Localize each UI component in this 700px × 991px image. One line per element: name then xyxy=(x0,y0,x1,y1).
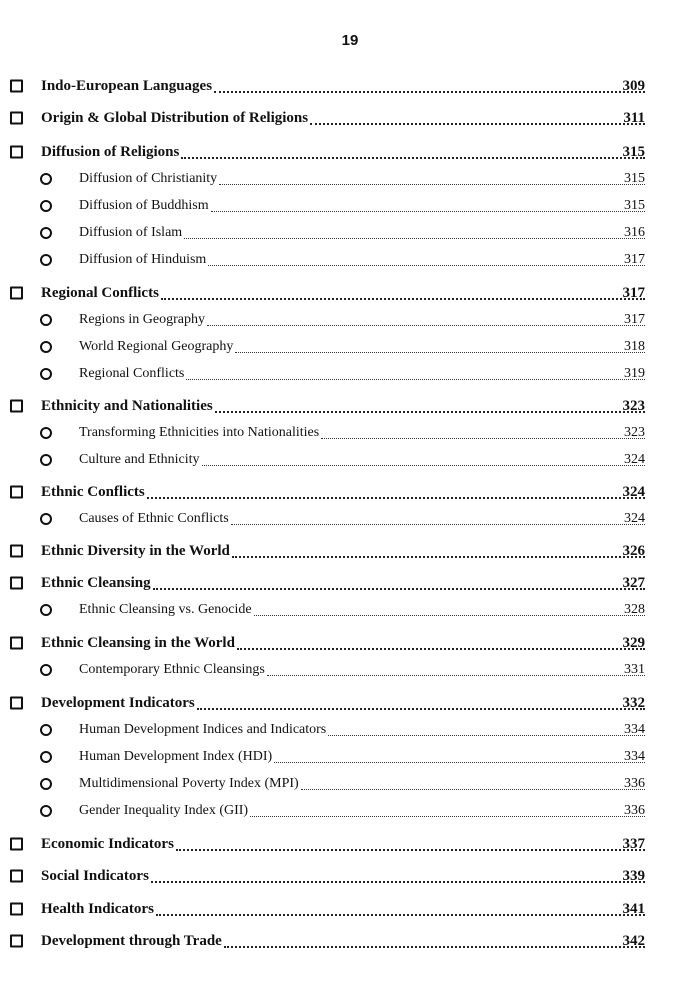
toc-entry-title: Transforming Ethnicities into Nationalities xyxy=(79,425,320,440)
toc-entry-page: 315 xyxy=(624,171,645,186)
toc-entry-title: Regional Conflicts xyxy=(79,366,185,381)
circle-bullet-icon xyxy=(40,227,52,239)
circle-bullet-icon xyxy=(40,604,52,616)
toc-section-entry xyxy=(0,570,700,596)
toc-entry-title: Origin & Global Distribution of Religions xyxy=(41,109,309,126)
toc-leader xyxy=(41,393,647,419)
toc-subsection-entry xyxy=(0,247,700,273)
toc-entry-title: Multidimensional Poverty Index (MPI) xyxy=(79,776,299,791)
square-bullet-icon xyxy=(10,545,23,558)
dot-leader xyxy=(156,913,645,916)
toc-entry-title: Human Development Index (HDI) xyxy=(79,749,273,764)
dot-leader xyxy=(321,437,645,439)
dot-leader xyxy=(151,880,645,883)
toc-entry-title: Development through Trade xyxy=(41,932,222,949)
dot-leader xyxy=(219,183,645,185)
toc-section-entry xyxy=(0,896,700,922)
toc-section-entry xyxy=(0,479,700,505)
toc-entry-title: Causes of Ethnic Conflicts xyxy=(79,511,229,526)
toc-entry-page: 317 xyxy=(624,312,645,327)
toc-leader xyxy=(41,538,647,564)
toc-section-entry xyxy=(0,863,700,889)
square-bullet-icon xyxy=(10,870,23,883)
toc-section-entry xyxy=(0,393,700,419)
toc-entry-page: 328 xyxy=(624,602,645,617)
toc-leader xyxy=(41,105,647,131)
circle-bullet-icon xyxy=(40,805,52,817)
toc-entry-page: 315 xyxy=(624,198,645,213)
toc-entry-page: 327 xyxy=(622,575,645,591)
toc-subsection-entry xyxy=(0,334,700,360)
toc-entry-page: 317 xyxy=(622,285,645,301)
circle-bullet-icon xyxy=(40,254,52,266)
square-bullet-icon xyxy=(10,697,23,710)
square-bullet-icon xyxy=(10,287,23,300)
toc-entry-page: 309 xyxy=(622,78,645,94)
dot-leader xyxy=(267,674,645,676)
toc-entry-page: 334 xyxy=(624,749,645,764)
toc-section-entry xyxy=(0,690,700,716)
toc-entry-page: 324 xyxy=(622,484,645,500)
toc-entry-page: 323 xyxy=(624,425,645,440)
square-bullet-icon xyxy=(10,903,23,916)
dot-leader xyxy=(231,523,645,525)
toc-leader xyxy=(41,690,647,716)
dot-leader xyxy=(208,264,645,266)
toc-subsection-entry xyxy=(0,166,700,192)
toc-leader xyxy=(41,280,647,306)
toc-subsection-entry xyxy=(0,506,700,532)
dot-leader xyxy=(224,945,645,948)
dot-leader xyxy=(301,788,645,790)
toc-leader xyxy=(79,506,647,532)
dot-leader xyxy=(274,761,645,763)
toc-entry-title: Gender Inequality Index (GII) xyxy=(79,803,249,818)
toc-entry-page: 324 xyxy=(624,452,645,467)
toc-entry-page: 311 xyxy=(623,110,645,126)
toc-entry-title: World Regional Geography xyxy=(79,339,234,354)
square-bullet-icon xyxy=(10,935,23,948)
toc-entry-title: Diffusion of Hinduism xyxy=(79,252,207,267)
toc-entry-page: 326 xyxy=(622,543,645,559)
toc-leader xyxy=(79,220,647,246)
toc-subsection-entry xyxy=(0,447,700,473)
toc-entry-title: Ethnic Diversity in the World xyxy=(41,542,230,559)
dot-leader xyxy=(310,122,645,125)
toc-subsection-entry xyxy=(0,657,700,683)
toc-entry-page: 332 xyxy=(622,695,645,711)
toc-subsection-entry xyxy=(0,361,700,387)
toc-section-entry xyxy=(0,280,700,306)
dot-leader xyxy=(211,210,645,212)
toc-section-entry xyxy=(0,831,700,857)
toc-leader xyxy=(79,771,647,797)
toc-entry-page: 323 xyxy=(622,398,645,414)
toc-entry-page: 318 xyxy=(624,339,645,354)
dot-leader xyxy=(202,464,645,466)
toc-entry-page: 336 xyxy=(624,803,645,818)
toc-leader xyxy=(79,447,647,473)
toc-leader xyxy=(79,334,647,360)
toc-subsection-entry xyxy=(0,798,700,824)
square-bullet-icon xyxy=(10,112,23,125)
toc-subsection-entry xyxy=(0,307,700,333)
toc-entry-page: 315 xyxy=(622,144,645,160)
toc-entry-title: Social Indicators xyxy=(41,867,149,884)
toc-entry-title: Ethnic Conflicts xyxy=(41,483,145,500)
toc-entry-title: Contemporary Ethnic Cleansings xyxy=(79,662,265,677)
toc-entry-page: 316 xyxy=(624,225,645,240)
toc-entry-page: 319 xyxy=(624,366,645,381)
toc-entry-title: Regional Conflicts xyxy=(41,284,159,301)
toc-subsection-entry xyxy=(0,771,700,797)
toc-leader xyxy=(79,597,647,623)
circle-bullet-icon xyxy=(40,724,52,736)
square-bullet-icon xyxy=(10,486,23,499)
toc-subsection-entry xyxy=(0,420,700,446)
circle-bullet-icon xyxy=(40,200,52,212)
toc-entry-title: Regions in Geography xyxy=(79,312,205,327)
toc-entry-page: 329 xyxy=(622,635,645,651)
dot-leader xyxy=(197,707,645,710)
toc-entry-page: 342 xyxy=(622,933,645,949)
dot-leader xyxy=(147,496,645,499)
toc-subsection-entry xyxy=(0,744,700,770)
toc-leader xyxy=(79,717,647,743)
toc-section-entry xyxy=(0,538,700,564)
toc-entry-title: Diffusion of Christianity xyxy=(79,171,218,186)
circle-bullet-icon xyxy=(40,427,52,439)
toc-section-entry xyxy=(0,105,700,131)
toc-leader xyxy=(79,247,647,273)
toc-entry-title: Diffusion of Islam xyxy=(79,225,183,240)
toc-leader xyxy=(79,166,647,192)
toc-entry-title: Diffusion of Religions xyxy=(41,143,180,160)
dot-leader xyxy=(232,555,645,558)
toc-leader xyxy=(79,744,647,770)
circle-bullet-icon xyxy=(40,778,52,790)
dot-leader xyxy=(207,324,645,326)
toc-section-entry xyxy=(0,928,700,954)
toc-subsection-entry xyxy=(0,193,700,219)
toc-entry-title: Culture and Ethnicity xyxy=(79,452,200,467)
circle-bullet-icon xyxy=(40,314,52,326)
circle-bullet-icon xyxy=(40,368,52,380)
dot-leader xyxy=(176,848,645,851)
toc-leader xyxy=(41,570,647,596)
dot-leader xyxy=(214,90,645,93)
dot-leader xyxy=(237,647,645,650)
toc-leader xyxy=(41,831,647,857)
toc-leader xyxy=(79,798,647,824)
toc-entry-title: Economic Indicators xyxy=(41,835,174,852)
circle-bullet-icon xyxy=(40,454,52,466)
dot-leader xyxy=(250,815,645,817)
toc-entry-page: 337 xyxy=(622,836,645,852)
toc-entry-title: Indo-European Languages xyxy=(41,77,213,94)
circle-bullet-icon xyxy=(40,173,52,185)
toc-subsection-entry xyxy=(0,597,700,623)
toc-entry-page: 331 xyxy=(624,662,645,677)
circle-bullet-icon xyxy=(40,664,52,676)
dot-leader xyxy=(235,351,645,353)
toc-entry-title: Ethnic Cleansing in the World xyxy=(41,634,235,651)
dot-leader xyxy=(215,410,645,413)
toc-entry-page: 336 xyxy=(624,776,645,791)
toc-entry-title: Ethnic Cleansing xyxy=(41,574,151,591)
dot-leader xyxy=(161,297,645,300)
toc-leader xyxy=(41,479,647,505)
toc-entry-page: 339 xyxy=(622,868,645,884)
toc-entry-title: Ethnicity and Nationalities xyxy=(41,397,213,414)
toc-leader xyxy=(41,139,647,165)
toc-leader xyxy=(41,896,647,922)
toc-leader xyxy=(79,307,647,333)
toc-leader xyxy=(79,361,647,387)
toc-subsection-entry xyxy=(0,717,700,743)
toc-leader xyxy=(41,73,647,99)
toc-entry-title: Health Indicators xyxy=(41,900,154,917)
square-bullet-icon xyxy=(10,80,23,93)
page-number: 19 xyxy=(341,32,359,49)
circle-bullet-icon xyxy=(40,751,52,763)
circle-bullet-icon xyxy=(40,341,52,353)
square-bullet-icon xyxy=(10,637,23,650)
toc-subsection-entry xyxy=(0,220,700,246)
toc-section-entry xyxy=(0,630,700,656)
toc-entry-title: Diffusion of Buddhism xyxy=(79,198,209,213)
square-bullet-icon xyxy=(10,577,23,590)
circle-bullet-icon xyxy=(40,513,52,525)
toc-leader xyxy=(79,193,647,219)
toc-section-entry xyxy=(0,139,700,165)
toc-leader xyxy=(79,420,647,446)
square-bullet-icon xyxy=(10,838,23,851)
toc-entry-title: Ethnic Cleansing vs. Genocide xyxy=(79,602,252,617)
square-bullet-icon xyxy=(10,400,23,413)
toc-entry-title: Human Development Indices and Indicators xyxy=(79,722,327,737)
toc-entry-page: 341 xyxy=(622,901,645,917)
dot-leader xyxy=(254,614,645,616)
toc-leader xyxy=(41,630,647,656)
toc-section-entry xyxy=(0,73,700,99)
toc-leader xyxy=(79,657,647,683)
toc-entry-title: Development Indicators xyxy=(41,694,195,711)
toc-entry-page: 334 xyxy=(624,722,645,737)
toc-entry-page: 324 xyxy=(624,511,645,526)
dot-leader xyxy=(181,156,645,159)
toc-leader xyxy=(41,863,647,889)
toc-leader xyxy=(41,928,647,954)
square-bullet-icon xyxy=(10,146,23,159)
toc-entry-page: 317 xyxy=(624,252,645,267)
dot-leader xyxy=(328,734,645,736)
dot-leader xyxy=(153,587,645,590)
dot-leader xyxy=(186,378,645,380)
dot-leader xyxy=(184,237,645,239)
